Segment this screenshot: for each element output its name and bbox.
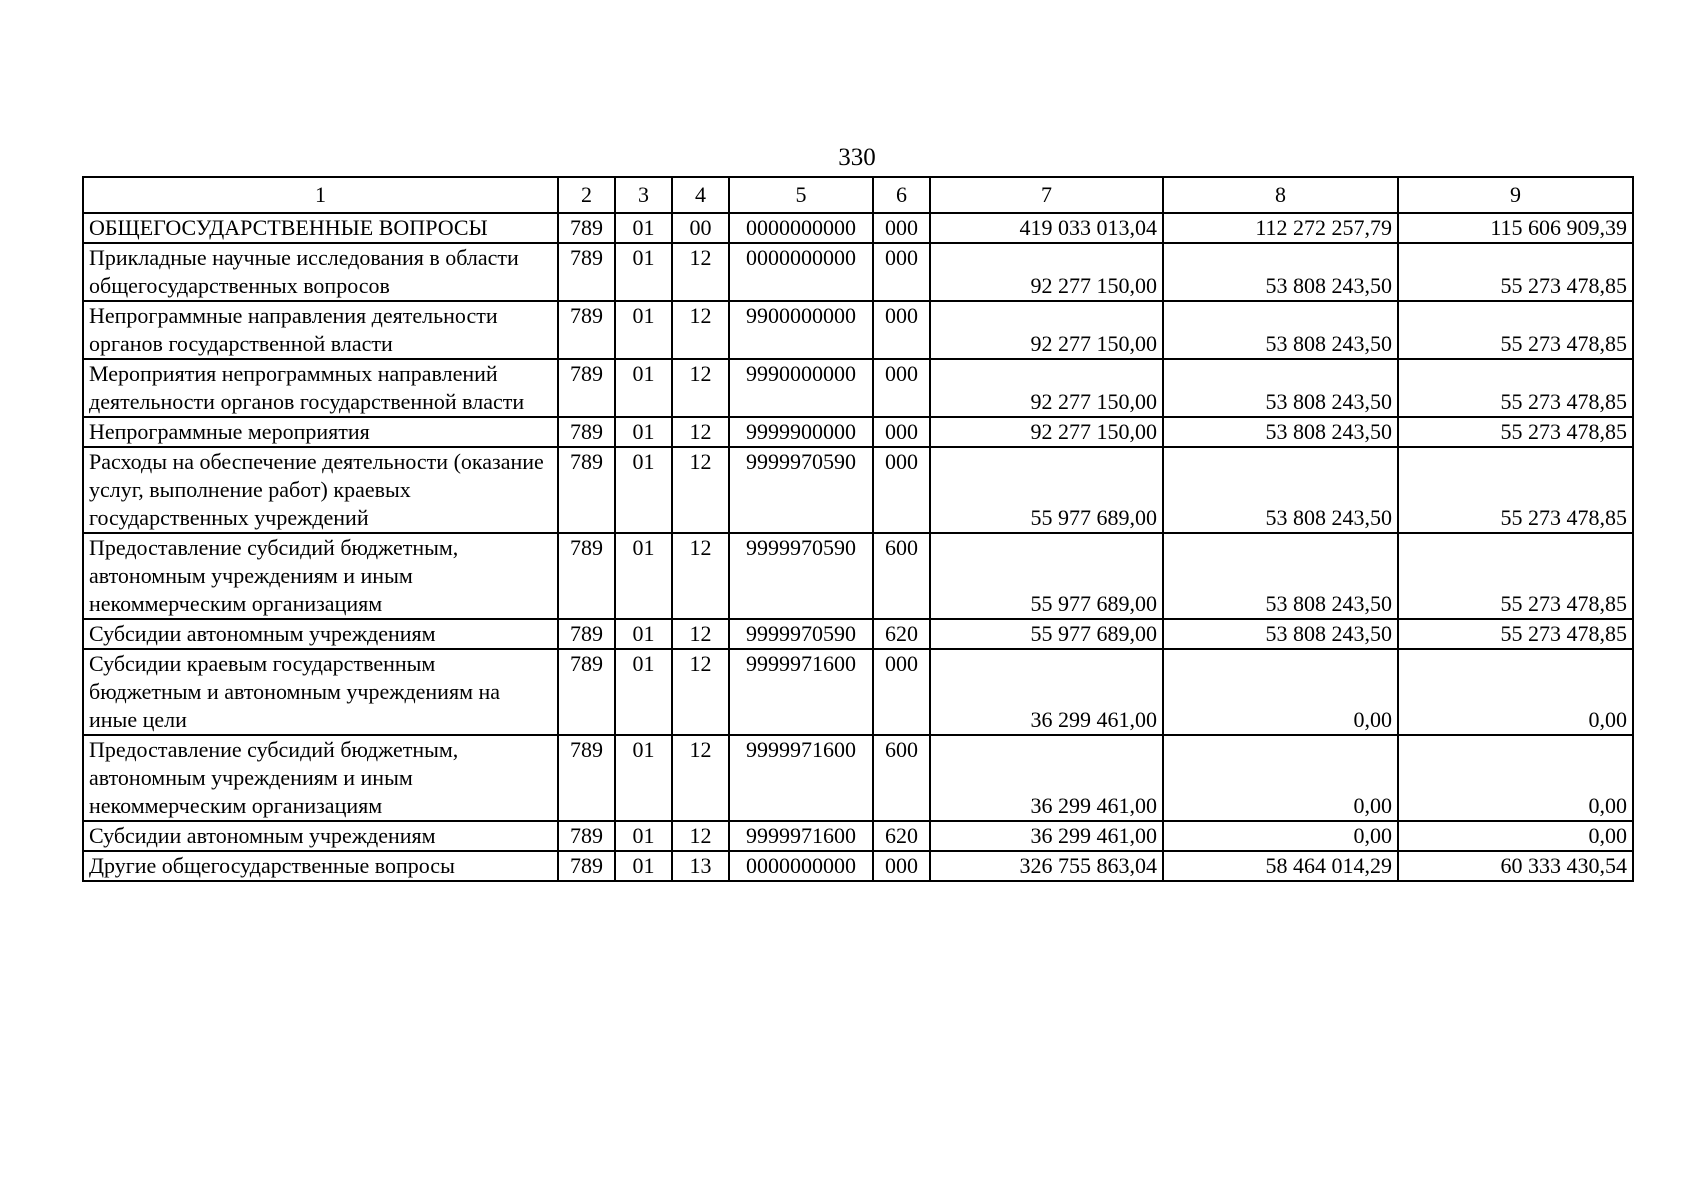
row-section-cell: 01 [615, 735, 672, 821]
row-name-cell: Непрограммные направления деятельности органов государственной власти [83, 301, 558, 359]
row-amount-col9-cell: 55 273 478,85 [1398, 619, 1633, 649]
row-expense-type-cell: 000 [873, 301, 930, 359]
column-header: 1 [83, 177, 558, 213]
row-amount-col8-cell: 0,00 [1163, 649, 1398, 735]
table-row [83, 533, 1633, 619]
row-amount-col8-cell: 53 808 243,50 [1163, 417, 1398, 447]
row-target-article-cell: 0000000000 [729, 243, 873, 301]
table-row [83, 447, 1633, 533]
row-expense-type-cell: 600 [873, 735, 930, 821]
row-expense-type-cell: 000 [873, 851, 930, 881]
row-code-cell: 789 [558, 533, 615, 619]
row-expense-type-cell: 600 [873, 533, 930, 619]
row-subsection-cell: 12 [672, 301, 729, 359]
row-amount-col9-cell: 60 333 430,54 [1398, 851, 1633, 881]
row-section-cell: 01 [615, 213, 672, 243]
row-name-cell: Субсидии автономным учреждениям [83, 619, 558, 649]
table-row [83, 213, 1633, 243]
row-amount-col7-cell: 55 977 689,00 [930, 619, 1163, 649]
row-code-cell: 789 [558, 649, 615, 735]
row-name-cell: Прикладные научные исследования в области общегосударственных вопросов [83, 243, 558, 301]
column-header: 7 [930, 177, 1163, 213]
row-target-article-cell: 9999971600 [729, 735, 873, 821]
row-code-cell: 789 [558, 213, 615, 243]
row-subsection-cell: 12 [672, 533, 729, 619]
table-header-row [83, 177, 1633, 213]
row-code-cell: 789 [558, 243, 615, 301]
table-row [83, 301, 1633, 359]
row-expense-type-cell: 000 [873, 417, 930, 447]
row-amount-col9-cell: 55 273 478,85 [1398, 417, 1633, 447]
column-header: 2 [558, 177, 615, 213]
row-amount-col7-cell: 36 299 461,00 [930, 735, 1163, 821]
row-section-cell: 01 [615, 301, 672, 359]
page-number: 330 [838, 144, 876, 171]
row-section-cell: 01 [615, 359, 672, 417]
row-target-article-cell: 9900000000 [729, 301, 873, 359]
row-amount-col7-cell: 55 977 689,00 [930, 447, 1163, 533]
table-row [83, 735, 1633, 821]
table-row [83, 619, 1633, 649]
column-header: 3 [615, 177, 672, 213]
table-row [83, 243, 1633, 301]
row-name-cell: Другие общегосударственные вопросы [83, 851, 558, 881]
row-name-cell: Субсидии краевым государственным бюджетным и автономным учреждениям на иные цели [83, 649, 558, 735]
row-amount-col8-cell: 112 272 257,79 [1163, 213, 1398, 243]
row-amount-col7-cell: 92 277 150,00 [930, 243, 1163, 301]
row-code-cell: 789 [558, 301, 615, 359]
row-expense-type-cell: 620 [873, 821, 930, 851]
row-amount-col9-cell: 55 273 478,85 [1398, 359, 1633, 417]
row-code-cell: 789 [558, 447, 615, 533]
row-name-cell: Расходы на обеспечение деятельности (оказание услуг, выполнение работ) краевых государственных учреждений [83, 447, 558, 533]
row-expense-type-cell: 000 [873, 213, 930, 243]
row-subsection-cell: 12 [672, 649, 729, 735]
table-row [83, 851, 1633, 881]
row-amount-col9-cell: 0,00 [1398, 821, 1633, 851]
row-amount-col7-cell: 326 755 863,04 [930, 851, 1163, 881]
row-amount-col7-cell: 92 277 150,00 [930, 359, 1163, 417]
column-header: 4 [672, 177, 729, 213]
column-header: 6 [873, 177, 930, 213]
row-subsection-cell: 13 [672, 851, 729, 881]
row-section-cell: 01 [615, 417, 672, 447]
budget-table [82, 176, 1634, 882]
row-name-cell: ОБЩЕГОСУДАРСТВЕННЫЕ ВОПРОСЫ [83, 213, 558, 243]
row-name-cell: Субсидии автономным учреждениям [83, 821, 558, 851]
row-amount-col8-cell: 53 808 243,50 [1163, 243, 1398, 301]
row-amount-col9-cell: 0,00 [1398, 649, 1633, 735]
row-amount-col9-cell: 55 273 478,85 [1398, 243, 1633, 301]
row-subsection-cell: 12 [672, 619, 729, 649]
column-header: 5 [729, 177, 873, 213]
row-amount-col8-cell: 53 808 243,50 [1163, 301, 1398, 359]
row-amount-col8-cell: 53 808 243,50 [1163, 359, 1398, 417]
row-amount-col7-cell: 92 277 150,00 [930, 417, 1163, 447]
row-amount-col8-cell: 0,00 [1163, 821, 1398, 851]
row-amount-col9-cell: 0,00 [1398, 735, 1633, 821]
row-expense-type-cell: 000 [873, 359, 930, 417]
row-code-cell: 789 [558, 417, 615, 447]
row-name-cell: Мероприятия непрограммных направлений деятельности органов государственной власти [83, 359, 558, 417]
row-subsection-cell: 12 [672, 243, 729, 301]
row-target-article-cell: 9999971600 [729, 649, 873, 735]
row-amount-col8-cell: 53 808 243,50 [1163, 533, 1398, 619]
row-section-cell: 01 [615, 821, 672, 851]
row-subsection-cell: 12 [672, 821, 729, 851]
row-name-cell: Предоставление субсидий бюджетным, автономным учреждениям и иным некоммерческим организациям [83, 533, 558, 619]
row-code-cell: 789 [558, 851, 615, 881]
row-code-cell: 789 [558, 821, 615, 851]
row-expense-type-cell: 620 [873, 619, 930, 649]
row-section-cell: 01 [615, 447, 672, 533]
row-code-cell: 789 [558, 359, 615, 417]
row-target-article-cell: 0000000000 [729, 213, 873, 243]
row-name-cell: Предоставление субсидий бюджетным, автономным учреждениям и иным некоммерческим организациям [83, 735, 558, 821]
row-target-article-cell: 9999970590 [729, 619, 873, 649]
row-subsection-cell: 12 [672, 359, 729, 417]
row-target-article-cell: 9999970590 [729, 447, 873, 533]
table-row [83, 417, 1633, 447]
row-section-cell: 01 [615, 619, 672, 649]
row-expense-type-cell: 000 [873, 243, 930, 301]
row-amount-col8-cell: 0,00 [1163, 735, 1398, 821]
row-subsection-cell: 12 [672, 417, 729, 447]
row-amount-col8-cell: 58 464 014,29 [1163, 851, 1398, 881]
row-target-article-cell: 0000000000 [729, 851, 873, 881]
row-expense-type-cell: 000 [873, 649, 930, 735]
column-header: 9 [1398, 177, 1633, 213]
row-amount-col9-cell: 55 273 478,85 [1398, 301, 1633, 359]
row-amount-col8-cell: 53 808 243,50 [1163, 447, 1398, 533]
row-code-cell: 789 [558, 735, 615, 821]
row-target-article-cell: 9999970590 [729, 533, 873, 619]
row-section-cell: 01 [615, 243, 672, 301]
table-row [83, 649, 1633, 735]
row-expense-type-cell: 000 [873, 447, 930, 533]
row-amount-col8-cell: 53 808 243,50 [1163, 619, 1398, 649]
row-amount-col7-cell: 36 299 461,00 [930, 649, 1163, 735]
row-amount-col9-cell: 55 273 478,85 [1398, 447, 1633, 533]
row-section-cell: 01 [615, 851, 672, 881]
row-amount-col9-cell: 115 606 909,39 [1398, 213, 1633, 243]
row-amount-col7-cell: 36 299 461,00 [930, 821, 1163, 851]
row-amount-col9-cell: 55 273 478,85 [1398, 533, 1633, 619]
row-target-article-cell: 9999900000 [729, 417, 873, 447]
row-target-article-cell: 9999971600 [729, 821, 873, 851]
row-target-article-cell: 9990000000 [729, 359, 873, 417]
column-header: 8 [1163, 177, 1398, 213]
row-section-cell: 01 [615, 649, 672, 735]
table-row [83, 821, 1633, 851]
row-subsection-cell: 12 [672, 447, 729, 533]
row-section-cell: 01 [615, 533, 672, 619]
row-code-cell: 789 [558, 619, 615, 649]
row-name-cell: Непрограммные мероприятия [83, 417, 558, 447]
row-subsection-cell: 12 [672, 735, 729, 821]
table-row [83, 359, 1633, 417]
row-amount-col7-cell: 55 977 689,00 [930, 533, 1163, 619]
row-amount-col7-cell: 419 033 013,04 [930, 213, 1163, 243]
row-subsection-cell: 00 [672, 213, 729, 243]
row-amount-col7-cell: 92 277 150,00 [930, 301, 1163, 359]
